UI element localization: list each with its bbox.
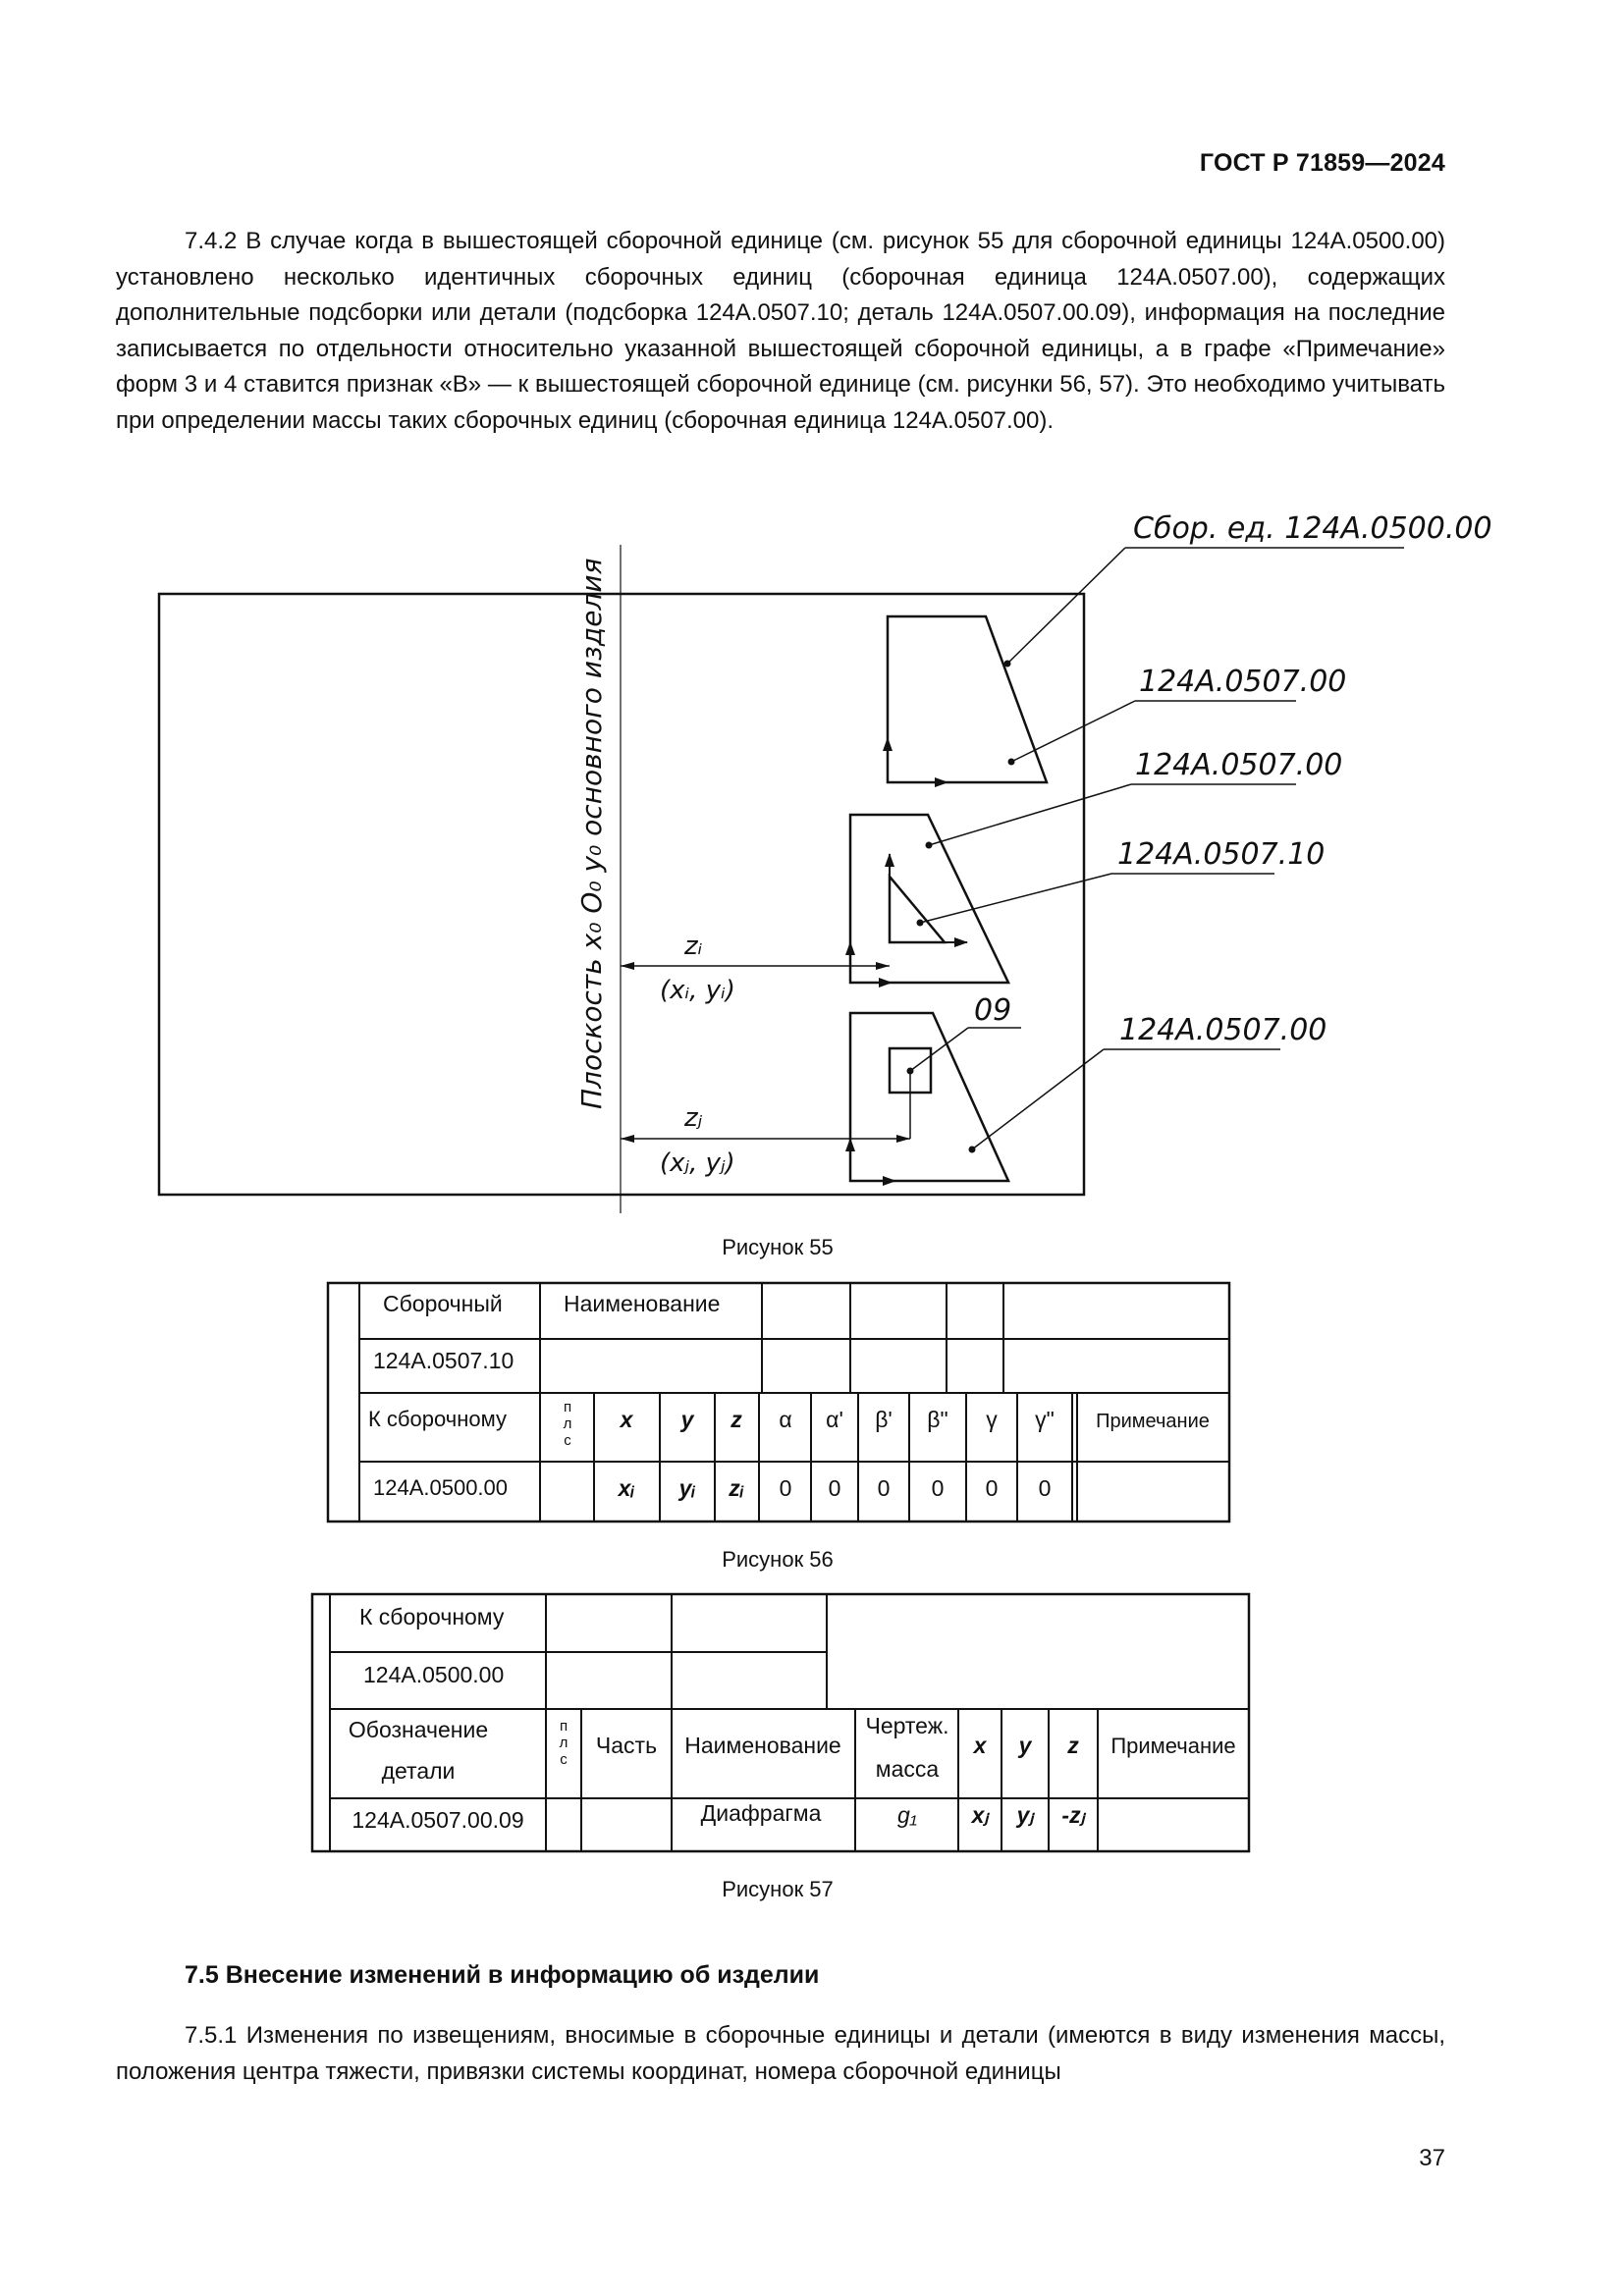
header-name: Наименование bbox=[684, 1733, 841, 1758]
header-pls: п л с bbox=[559, 1718, 568, 1768]
paragraph-7-4-2 bbox=[116, 224, 1445, 440]
figure-56-caption: Рисунок 56 bbox=[722, 1547, 834, 1572]
leader-line bbox=[1007, 548, 1125, 664]
coordinate-label-j: (xⱼ, yⱼ) bbox=[660, 1148, 735, 1178]
header-pls: п л с bbox=[563, 1399, 572, 1449]
figure-55-caption: Рисунок 55 bbox=[722, 1235, 834, 1259]
cell-name-header: Наименование bbox=[564, 1291, 721, 1316]
figure-57-caption: Рисунок 57 bbox=[722, 1877, 834, 1901]
header-mass: масса bbox=[875, 1756, 940, 1782]
section-heading-7-5: 7.5 Внесение изменений в информацию об изделии bbox=[185, 1961, 820, 1989]
value-x: xᵢ bbox=[618, 1475, 635, 1501]
value-y: yⱼ bbox=[1016, 1802, 1034, 1828]
figure-55-drawing bbox=[0, 491, 1624, 1237]
header-alpha-prime: α' bbox=[826, 1407, 843, 1432]
header-x: x bbox=[620, 1407, 633, 1432]
value-mass: g₁ bbox=[896, 1802, 918, 1828]
paragraph-text: 7.5.1 Изменения по извещениям, вносимые в сборочные единицы и детали (имеются в виду изменения массы, положения центра тяжести, привязки системы координат, номера сборочной единицы bbox=[116, 2022, 1445, 2085]
document-code: ГОСТ Р 71859—2024 bbox=[1199, 149, 1445, 177]
dimension-label-zi: zᵢ bbox=[684, 932, 703, 961]
header-gamma-dprime: γ" bbox=[1035, 1407, 1055, 1432]
value-beta-dprime: 0 bbox=[931, 1475, 945, 1501]
header-designation: Обозначение bbox=[348, 1717, 489, 1742]
value-gamma: 0 bbox=[985, 1475, 999, 1501]
value-y: yᵢ bbox=[678, 1475, 696, 1501]
value-part-name: Диафрагма bbox=[700, 1800, 822, 1826]
label-parent-assembly: Сбор. ед. 124А.0500.00 bbox=[1133, 511, 1492, 546]
value-alpha-prime: 0 bbox=[828, 1475, 841, 1501]
paragraph-7-5-1 bbox=[116, 2018, 1445, 2090]
figure-57-table bbox=[0, 1580, 1624, 1865]
header-y: y bbox=[1018, 1733, 1032, 1758]
label-subassembly-2: 124А.0507.00 bbox=[1135, 748, 1343, 782]
header-note: Примечание bbox=[1096, 1411, 1210, 1432]
value-alpha: 0 bbox=[779, 1475, 792, 1501]
subassembly-shape-top bbox=[888, 616, 1047, 782]
header-designation-2: детали bbox=[381, 1758, 456, 1784]
subassembly-shape-bottom bbox=[850, 1013, 1008, 1181]
label-subassembly-3: 124А.0507.00 bbox=[1119, 1013, 1327, 1047]
value-parent-assembly: 124А.0500.00 bbox=[373, 1475, 509, 1500]
header-to-assembly: К сборочному bbox=[368, 1407, 507, 1431]
leader-line bbox=[929, 784, 1131, 845]
page-number: 37 bbox=[1419, 2145, 1445, 2171]
cell-parent-assembly-code: 124А.0500.00 bbox=[363, 1662, 505, 1687]
subassembly-shape-middle bbox=[850, 815, 1008, 983]
value-z: zᵢ bbox=[729, 1475, 744, 1501]
figure-56-table bbox=[0, 1276, 1624, 1531]
header-y: y bbox=[680, 1407, 694, 1432]
label-part-09: 09 bbox=[974, 993, 1012, 1028]
parent-assembly-frame bbox=[159, 594, 1084, 1195]
header-part: Часть bbox=[595, 1733, 658, 1758]
value-gamma-dprime: 0 bbox=[1038, 1475, 1052, 1501]
cell-subassembly-code: 124А.0507.10 bbox=[373, 1348, 514, 1373]
label-subassembly-1: 124А.0507.00 bbox=[1139, 665, 1347, 699]
leader-line bbox=[1011, 701, 1135, 762]
value-beta-prime: 0 bbox=[877, 1475, 891, 1501]
value-x: xⱼ bbox=[971, 1802, 989, 1828]
header-beta-prime: β' bbox=[875, 1407, 893, 1432]
header-beta-dprime: β" bbox=[927, 1407, 948, 1432]
paragraph-text: 7.4.2 В случае когда в вышестоящей сборочной единице (см. рисунок 55 для сборочной единицы 124А.0500.00) установлено несколько идентичных сборочных единиц (сборочная единица 124А.0507.00), содержащих дополнительные подсборки или детали (подсборка 124А.0507.10; деталь 124А.0507.00.09), информация на последние записывается по отдельности относительно указанной вышестоящей сборочной единицы, а в графе «Примечание» форм 3 и 4 ставится признак «В» — к вышестоящей сборочной единице (см. рисунки 56, 57). Это необходимо учитывать при определении массы таких сборочных единиц (сборочная единица 124А.0507.00). bbox=[116, 228, 1445, 434]
cell-to-assembly: К сборочному bbox=[359, 1604, 505, 1629]
dimension-label-zj: zⱼ bbox=[684, 1103, 703, 1133]
coordinate-label-i: (xᵢ, yᵢ) bbox=[660, 976, 735, 1005]
cell-assembly: Сборочный bbox=[383, 1291, 503, 1316]
label-subassembly-10: 124А.0507.10 bbox=[1117, 837, 1326, 872]
header-x: x bbox=[973, 1733, 987, 1758]
header-z: z bbox=[1067, 1733, 1079, 1758]
header-note: Примечание bbox=[1110, 1734, 1236, 1758]
subassembly-triangle bbox=[890, 877, 945, 942]
header-alpha: α bbox=[779, 1407, 792, 1432]
axis-plane-label: Плоскость x₀ O₀ y₀ основного изделия bbox=[575, 558, 608, 1109]
value-z: -zⱼ bbox=[1061, 1802, 1085, 1828]
header-z: z bbox=[731, 1407, 742, 1432]
value-part-designation: 124А.0507.00.09 bbox=[352, 1807, 524, 1833]
header-drawing: Чертеж. bbox=[865, 1713, 949, 1738]
header-gamma: γ bbox=[986, 1407, 998, 1432]
